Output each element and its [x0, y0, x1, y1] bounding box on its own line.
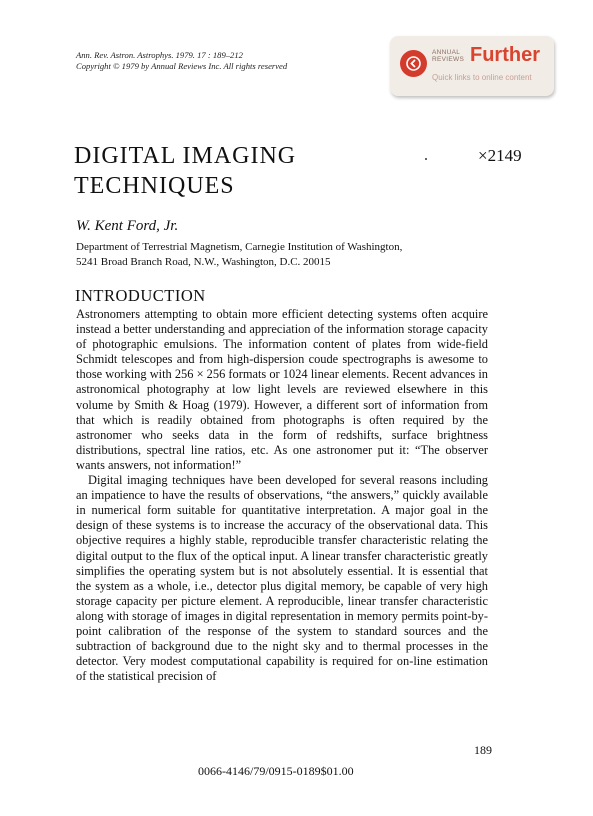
- body-text: [76, 307, 488, 684]
- arrow-circle-icon: [400, 50, 427, 77]
- reference-number: ×2149: [478, 146, 522, 165]
- title-line-1: DIGITAL IMAGING: [74, 143, 297, 169]
- author-name: W. Kent Ford, Jr.: [76, 218, 179, 234]
- section-heading: INTRODUCTION: [75, 286, 206, 305]
- stray-dot: [425, 158, 427, 160]
- copyright-notice: Copyright © 1979 by Annual Reviews Inc. All rights reserved: [76, 61, 288, 71]
- footer-code: 0066-4146/79/0915-0189$01.00: [198, 764, 354, 778]
- article-title: [74, 141, 296, 201]
- badge-subtitle: Quick links to online content: [432, 73, 532, 82]
- further-links-badge[interactable]: [390, 36, 554, 96]
- badge-further-label: Further: [470, 44, 540, 66]
- author-affiliation: Department of Terrestrial Magnetism, Carnegie Institution of Washington, 5241 Broad Branch Road, N.W., Washington, D.C. 20015: [76, 241, 403, 268]
- paragraph: Digital imaging techniques have been developed for several reasons including an impatience to have the results of observations, “the answers,” quickly available in numerical form suitable for quantitative interpretation. A major goal in the design of these systems is to increase the accuracy of the observational data. This objective requires a highly stable, reproducible transfer characteristic relating the digital output to the flux of the optical input. A linear transfer characteristic greatly simplifies the operating system but is not absolutely essential. It is essential that the system as a whole, i.e., detector plus digital memory, be capable of very high storage capacity per picture element. A reproducible, linear transfer characteristic along with storage of images in digital representation in memory permits point-by-point calibration of the response of the system to standard sources and the subtraction of background due to the night sky and to thermal processes in the detector. Very modest computational capability is required for on-line estimation of the statistical precision of: [76, 473, 488, 684]
- title-line-2: TECHNIQUES: [74, 173, 235, 199]
- journal-citation: Ann. Rev. Astron. Astrophys. 1979. 17 : 189–212: [76, 50, 243, 60]
- badge-publisher-label: ANNUAL REVIEWS: [432, 49, 465, 63]
- page-number: 189: [474, 743, 492, 757]
- journal-header: [76, 50, 287, 72]
- paragraph: Astronomers attempting to obtain more efficient detecting systems often acquire instead a better understanding and appreciation of the information storage capacity of photographic emulsions. The information content of plates from wide-field Schmidt telescopes and from high-dispersion coude spectrographs is awesome to those working with 256 × 256 formats or 1024 linear elements. Recent advances in astronomical photography at low light levels are reviewed elsewhere in this volume by Smith & Hoag (1979). However, a different sort of information from that which is readily obtained from photographs is often required by the astronomer who seeks data in the form of redshifts, surface brightness distributions, spectral line ratios, etc. As one astronomer put it: “The observer wants answers, not information!”: [76, 307, 488, 472]
